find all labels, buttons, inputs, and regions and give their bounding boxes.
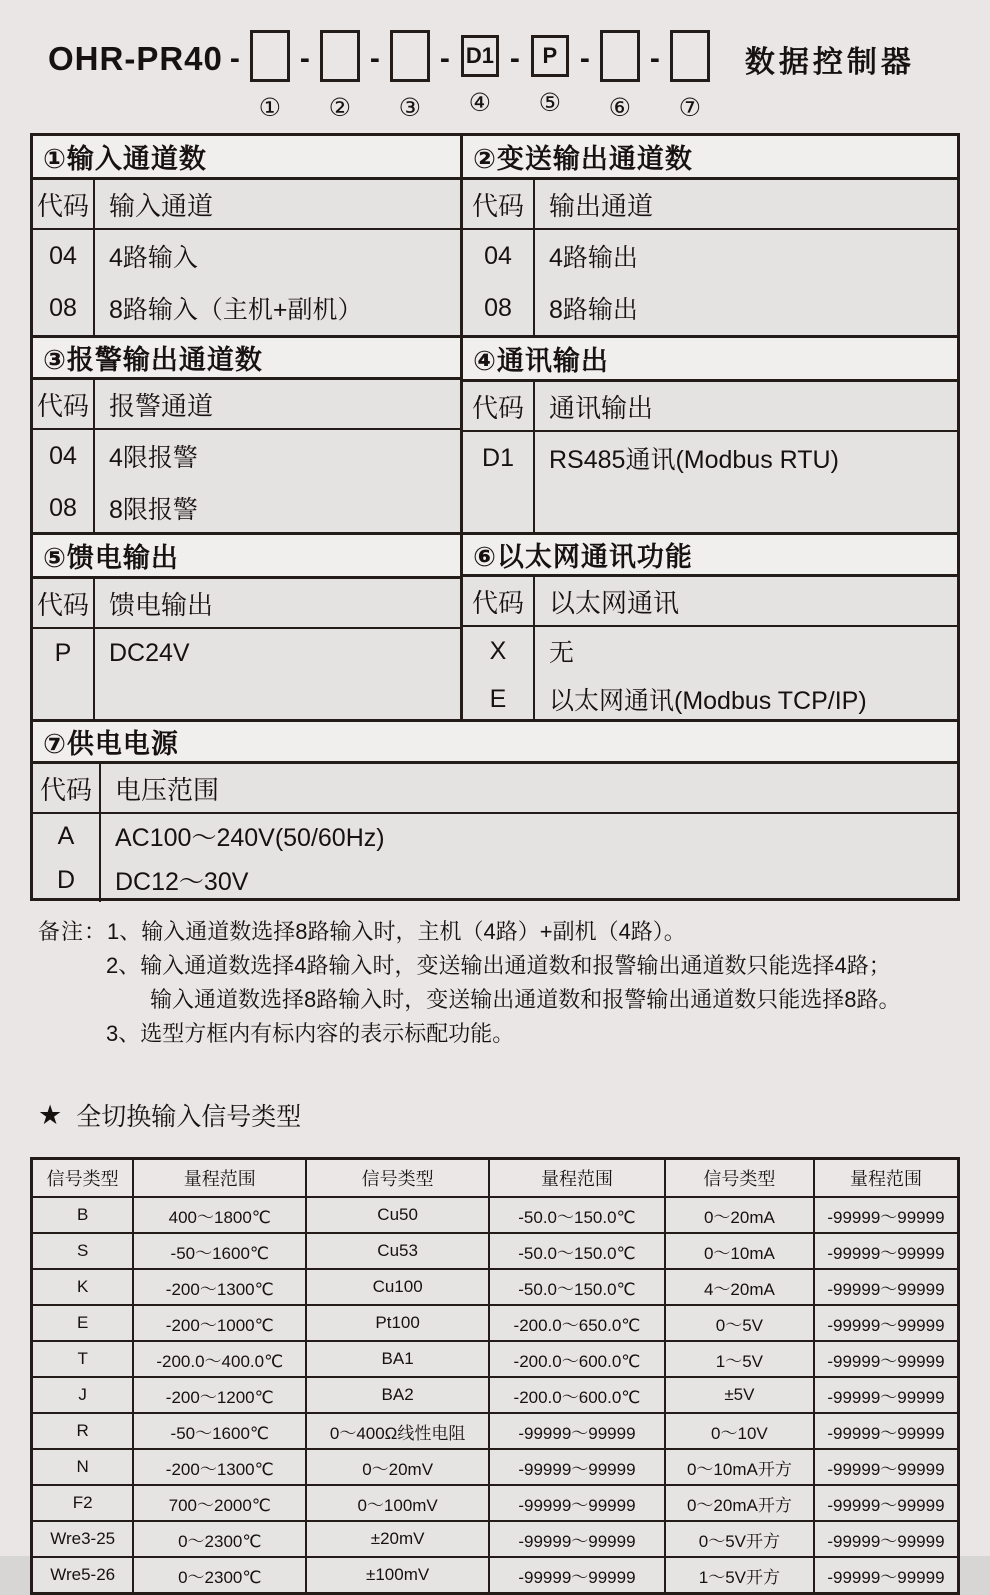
model-box-2 <box>320 30 360 82</box>
model-slot-5 <box>527 30 573 118</box>
range-cell: -200～1000℃ <box>134 1306 307 1340</box>
signal-type-cell: 1～5V <box>666 1342 815 1376</box>
signal-type-cell: Cu50 <box>307 1198 490 1232</box>
header-cell: 信号类型 <box>307 1160 490 1196</box>
signal-type-cell: Pt100 <box>307 1306 490 1340</box>
model-slot-3 <box>387 30 433 123</box>
desc-cell: 4路输出 <box>549 244 638 272</box>
notes-label: 备注： <box>38 919 108 944</box>
signal-type-cell: 0～10V <box>666 1414 815 1448</box>
range-cell: -99999～99999 <box>827 1531 945 1551</box>
range-cell: -99999～99999 <box>827 1243 945 1263</box>
signal-type-cell: F2 <box>33 1486 134 1520</box>
code-column-header: 代码 <box>33 180 93 230</box>
model-dash: - <box>579 42 590 75</box>
position-label-7: ⑦ <box>678 94 702 122</box>
signal-type-cell: T <box>33 1342 134 1376</box>
signal-type-cell: K <box>33 1270 134 1304</box>
range-cell: -99999～99999 <box>490 1450 666 1484</box>
section-title: ⑥以太网通讯功能 <box>463 535 957 577</box>
signal-type-cell: 0～20mA开方 <box>666 1486 815 1520</box>
signal-table-row <box>33 1522 957 1558</box>
signal-table <box>30 1157 960 1595</box>
range-cell: -200.0～650.0℃ <box>490 1306 666 1340</box>
header-cell: 量程范围 <box>849 1169 922 1189</box>
code-column-header: 代码 <box>463 382 533 432</box>
note-line-2: 2、输入通道数选择4路输入时，变送输出通道数和报警输出通道数只能选择4路； <box>106 953 891 978</box>
desc-cell: 8限报警 <box>109 496 198 524</box>
model-dash: - <box>649 42 660 75</box>
section-title: ②变送输出通道数 <box>463 136 957 180</box>
signal-type-cell: 4～20mA <box>666 1270 815 1304</box>
range-cell: -99999～99999 <box>827 1567 945 1587</box>
signal-table-row <box>33 1342 957 1378</box>
code-cell: 08 <box>49 493 77 522</box>
code-cell: X <box>489 636 507 665</box>
signal-type-cell: BA2 <box>307 1378 490 1412</box>
section-ethernet-function <box>460 532 960 722</box>
range-cell: -200.0～600.0℃ <box>490 1378 666 1412</box>
product-name: 数据控制器 <box>744 46 915 79</box>
range-cell: -99999～99999 <box>827 1495 945 1515</box>
range-cell: -200～1200℃ <box>134 1378 307 1412</box>
code-cell: P <box>54 638 72 667</box>
range-cell: -99999～99999 <box>490 1558 666 1592</box>
signal-table-row <box>33 1558 957 1592</box>
section-title: ①输入通道数 <box>33 136 460 180</box>
position-label-1: ① <box>258 94 282 122</box>
model-box-4: D1 <box>461 35 499 77</box>
model-dash: - <box>229 42 240 75</box>
signal-type-cell: 0～10mA <box>666 1234 815 1268</box>
header-cell: 信号类型 <box>33 1160 134 1196</box>
signal-type-cell: 0～5V <box>666 1306 815 1340</box>
code-cell: E <box>489 684 507 713</box>
desc-cell: 8路输出 <box>549 296 638 324</box>
position-label-5: ⑤ <box>538 89 562 117</box>
signal-type-cell: Cu53 <box>307 1234 490 1268</box>
model-slot-6 <box>597 30 643 123</box>
code-cell: 04 <box>484 241 512 270</box>
desc-cell: 8路输入（主机+副机） <box>109 296 363 324</box>
signal-type-cell: B <box>33 1198 134 1232</box>
range-cell: -99999～99999 <box>827 1351 945 1371</box>
header-cell: 量程范围 <box>490 1160 666 1196</box>
range-cell: -99999～99999 <box>490 1486 666 1520</box>
signal-type-cell: 0～10mA开方 <box>666 1450 815 1484</box>
signal-table-header <box>33 1160 957 1198</box>
range-cell: 0～2300℃ <box>134 1558 307 1592</box>
code-column-header: 代码 <box>33 380 93 430</box>
code-cell: 04 <box>49 441 77 470</box>
position-label-3: ③ <box>398 94 422 122</box>
code-column-header: 代码 <box>33 579 93 629</box>
signal-type-cell: ±100mV <box>307 1558 490 1592</box>
range-cell: -200.0～400.0℃ <box>134 1342 307 1376</box>
desc-column-header: 馈电输出 <box>95 579 460 629</box>
section-transmit-output-channels <box>460 133 960 338</box>
signal-type-cell: R <box>33 1414 134 1448</box>
range-cell: -99999～99999 <box>827 1207 945 1227</box>
section-input-channels <box>30 133 463 338</box>
model-box-6 <box>600 30 640 82</box>
range-cell: -50～1600℃ <box>134 1414 307 1448</box>
signal-table-row <box>33 1414 957 1450</box>
signal-type-cell: BA1 <box>307 1342 490 1376</box>
code-cell: 04 <box>49 241 77 270</box>
code-cell: 08 <box>49 293 77 322</box>
model-slot-7 <box>667 30 713 123</box>
signal-type-cell: 0～100mV <box>307 1486 490 1520</box>
range-cell: -50～1600℃ <box>134 1234 307 1268</box>
signal-type-cell: 0～5V开方 <box>666 1522 815 1556</box>
signal-table-row <box>33 1486 957 1522</box>
signal-type-cell: N <box>33 1450 134 1484</box>
desc-column-header: 以太网通讯 <box>535 577 957 627</box>
range-cell: -99999～99999 <box>827 1459 945 1479</box>
position-label-6: ⑥ <box>608 94 632 122</box>
signal-type-cell: S <box>33 1234 134 1268</box>
star-icon: ★ <box>38 1099 63 1130</box>
signal-type-cell: Wre3-25 <box>33 1522 134 1556</box>
model-prefix: OHR-PR40 <box>48 40 223 77</box>
desc-column-header: 输入通道 <box>95 180 460 230</box>
section-title: ④通讯输出 <box>463 338 957 382</box>
desc-cell: AC100～240V(50/60Hz) <box>115 824 385 852</box>
model-dash: - <box>509 42 520 75</box>
desc-column-header: 电压范围 <box>101 764 957 814</box>
model-box-1 <box>250 30 290 82</box>
note-line-3: 3、选型方框内有标内容的表示标配功能。 <box>106 1021 515 1046</box>
model-slot-4 <box>457 30 503 118</box>
section-power-supply <box>30 719 960 901</box>
signal-type-cell: J <box>33 1378 134 1412</box>
range-cell: 0～2300℃ <box>134 1522 307 1556</box>
note-text: 1、输入通道数选择8路输入时，主机（4路）+副机（4路）。 <box>107 919 686 944</box>
code-column-header: 代码 <box>463 180 533 230</box>
range-cell: 700～2000℃ <box>134 1486 307 1520</box>
range-cell: -99999～99999 <box>490 1414 666 1448</box>
signal-type-cell: ±20mV <box>307 1522 490 1556</box>
signal-types-heading <box>38 1097 990 1133</box>
signal-table-row <box>33 1270 957 1306</box>
signal-type-cell: 1～5V开方 <box>666 1558 815 1592</box>
range-cell: -200～1300℃ <box>134 1270 307 1304</box>
desc-column-header: 通讯输出 <box>535 382 957 432</box>
desc-cell: 无 <box>549 639 575 667</box>
desc-cell: RS485通讯(Modbus RTU) <box>549 446 839 474</box>
section-alarm-output-channels <box>30 335 463 535</box>
desc-cell: 4路输入 <box>109 244 198 272</box>
model-box-7 <box>670 30 710 82</box>
model-box-3 <box>390 30 430 82</box>
code-cell: 08 <box>484 293 512 322</box>
signal-type-cell: ±5V <box>666 1378 815 1412</box>
model-slot-2 <box>317 30 363 123</box>
section-communication-output <box>460 335 960 535</box>
range-cell: -50.0～150.0℃ <box>490 1234 666 1268</box>
desc-column-header: 输出通道 <box>535 180 957 230</box>
signal-type-cell: Wre5-26 <box>33 1558 134 1592</box>
range-cell: -99999～99999 <box>490 1522 666 1556</box>
note-line-1 <box>38 915 960 949</box>
signal-type-cell: 0～400Ω线性电阻 <box>307 1414 490 1448</box>
desc-column-header: 报警通道 <box>95 380 460 430</box>
section-title: ⑦供电电源 <box>33 722 957 764</box>
section-feed-output <box>30 532 463 722</box>
code-cell: A <box>57 821 75 850</box>
range-cell: 400～1800℃ <box>134 1198 307 1232</box>
range-cell: -200.0～600.0℃ <box>490 1342 666 1376</box>
signal-table-row <box>33 1306 957 1342</box>
range-cell: -99999～99999 <box>827 1387 945 1407</box>
code-cell: D <box>56 865 76 894</box>
range-cell: -99999～99999 <box>827 1279 945 1299</box>
signal-table-row <box>33 1450 957 1486</box>
range-cell: -50.0～150.0℃ <box>490 1198 666 1232</box>
signal-types-title: 全切换输入信号类型 <box>76 1103 302 1131</box>
model-dash: - <box>299 42 310 75</box>
range-cell: -99999～99999 <box>827 1315 945 1335</box>
code-column-header: 代码 <box>463 577 533 627</box>
desc-cell: 以太网通讯(Modbus TCP/IP) <box>549 687 867 715</box>
signal-type-cell: 0～20mV <box>307 1450 490 1484</box>
model-dash: - <box>439 42 450 75</box>
code-cell: D1 <box>482 443 514 472</box>
code-tables <box>30 133 960 901</box>
signal-type-cell: E <box>33 1306 134 1340</box>
signal-type-cell: 0～20mA <box>666 1198 815 1232</box>
code-column-header: 代码 <box>33 764 99 814</box>
model-dash: - <box>369 42 380 75</box>
desc-cell: 4限报警 <box>109 444 198 472</box>
section-title: ⑤馈电输出 <box>33 535 460 579</box>
header-cell: 量程范围 <box>134 1160 307 1196</box>
desc-cell: DC12～30V <box>115 868 249 896</box>
position-label-2: ② <box>328 94 352 122</box>
model-box-5: P <box>531 35 569 77</box>
position-label-4: ④ <box>468 89 492 117</box>
note-line-2-continued: 输入通道数选择8路输入时，变送输出通道数和报警输出通道数只能选择8路。 <box>150 987 901 1012</box>
section-title: ③报警输出通道数 <box>33 338 460 380</box>
signal-table-row <box>33 1234 957 1270</box>
desc-cell: DC24V <box>109 638 190 667</box>
signal-table-row <box>33 1198 957 1234</box>
notes <box>38 915 960 1051</box>
header-cell: 信号类型 <box>666 1160 815 1196</box>
signal-table-row <box>33 1378 957 1414</box>
range-cell: -200～1300℃ <box>134 1450 307 1484</box>
model-slot-1 <box>247 30 293 123</box>
model-code-diagram <box>0 0 990 123</box>
signal-type-cell: Cu100 <box>307 1270 490 1304</box>
range-cell: -50.0～150.0℃ <box>490 1270 666 1304</box>
range-cell: -99999～99999 <box>827 1423 945 1443</box>
